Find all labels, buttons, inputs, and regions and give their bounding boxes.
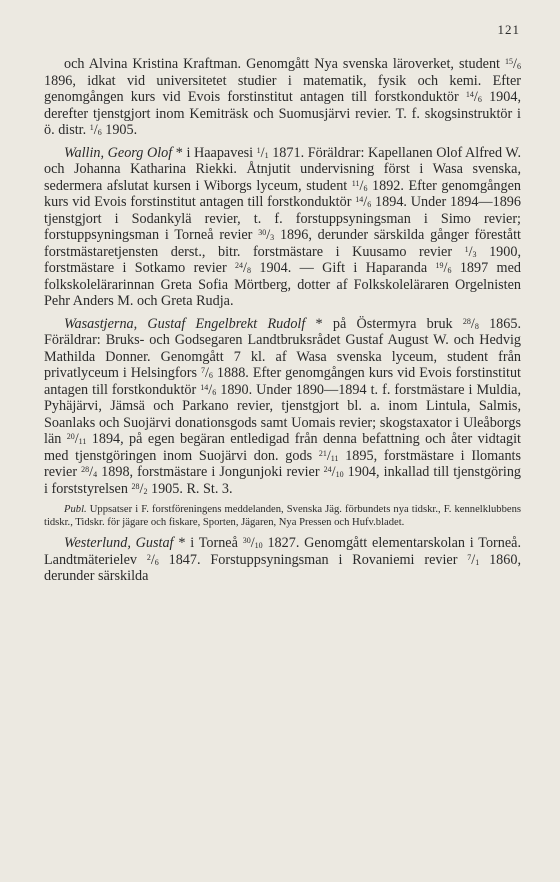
text-run: 1896, derunder särskilda gånger förestått forstmästaretjensten derst., bitr. forstmästare i Kuusamo revier: [44, 227, 521, 260]
text-run: 1847. Forstuppsyningsman i Rovaniemi revier: [158, 551, 468, 568]
text-run: 1888. Efter genomgången kurs vid Evois forstinstitut antagen till forstkonduktör: [44, 365, 521, 398]
date-month: 6: [154, 557, 159, 567]
date-month: 6: [447, 266, 452, 275]
date-month: 1: [264, 150, 269, 160]
date-month: 6: [477, 95, 482, 104]
date-day: 30: [258, 228, 267, 237]
biography-entry: [44, 316, 521, 498]
text-run: /: [204, 365, 209, 381]
text-run: * i Haapavesi: [172, 144, 257, 161]
text-run: /: [363, 194, 368, 210]
text-run: /: [468, 243, 473, 260]
date-day: 14: [465, 90, 474, 99]
biography-entries: [44, 56, 521, 585]
text-run: 1904, inkallad till tjenstgöring i forststyrelsen: [44, 464, 522, 497]
publications-note: [44, 503, 521, 529]
date-month: 11: [78, 437, 87, 446]
date-day: 30: [242, 536, 251, 545]
text-run: /: [250, 535, 255, 551]
date-day: 1: [89, 123, 94, 132]
date-day: 24: [235, 261, 244, 270]
text-run: /: [139, 480, 144, 497]
date-month: 10: [335, 470, 344, 479]
date-day: 19: [435, 261, 444, 270]
text-run: 1905.: [101, 122, 138, 138]
text-run: 1871. Föräldrar: Kapellanen Olof Alfred W. och Johanna Katharina Riekki. Åtnjutit undervisning först i Wasa svenska, sedermera afslutat kursen i Wiborgs lyceum, student: [44, 144, 522, 194]
text-run: 1904, derefter tjenstgjort inom Kemiträsk och Suomusjärvi revier. T. f. skogsinstruktör i ö. distr.: [44, 89, 521, 138]
text-run: * i Torneå: [173, 535, 243, 551]
text-run: /: [93, 122, 98, 138]
person-name: Wallin, Georg Olof: [64, 144, 173, 161]
text-run: 1897 med folkskolelärarinnan Greta Sofia Mörtberg, dotter af Folkskoleläraren Orgelnisten Pehr Anders M. och Greta Rudja.: [44, 260, 521, 309]
text-run: 1898, forstmästare i Jongunjoki revier: [97, 464, 324, 480]
date-day: 7: [200, 366, 205, 375]
date-month: 6: [97, 128, 102, 137]
date-month: 6: [363, 183, 368, 193]
date-day: 15: [505, 57, 514, 66]
text-run: /: [470, 315, 475, 332]
text-run: 1900, forstmästare i Sotkamo revier: [44, 243, 521, 276]
date-month: 6: [212, 387, 217, 397]
date-day: 28: [81, 465, 90, 474]
text-run: /: [260, 144, 265, 161]
text-run: /: [89, 464, 94, 480]
text-run: /: [266, 227, 271, 243]
text-run: och Alvina Kristina Kraftman. Genomgått Nya svenska läroverket, student: [64, 56, 506, 72]
date-day: 28: [131, 481, 140, 491]
text-run: 1892. Efter genomgången kurs vid Evois forstinstitut antagen till forstkonduktör: [44, 177, 521, 210]
text-run: 1827. Genomgått elementarskolan i Torneå. Landtmäterielev: [44, 535, 522, 568]
text-run: * på Östermyra bruk: [305, 315, 463, 332]
text-run: 1896, idkat vid universitetet studier i matematik, fysik och kemi. Efter genomgången kurs vid Evois forstinstitut antagen till forstkonduktör: [44, 72, 521, 105]
italic-label: Publ.: [64, 504, 87, 515]
person-name: Wasastjerna, Gustaf Engelbrekt Rudolf: [64, 315, 306, 332]
date-month: 6: [208, 371, 213, 380]
text-run: /: [359, 177, 364, 194]
text-run: /: [471, 551, 476, 568]
date-day: 14: [200, 382, 209, 392]
text-run: 1905. R. St. 3.: [147, 480, 233, 497]
date-month: 11: [330, 453, 339, 463]
text-run: /: [513, 56, 517, 72]
text-run: 1894. Under 1894—1896 tjenstgjort i Sodankylä revier, t. f. forstuppsyningsman i Simo revier; forstuppsyningsman i Torneå revier: [44, 194, 521, 243]
biography-entry: [44, 535, 521, 585]
date-day: 7: [467, 552, 472, 562]
text-run: /: [74, 431, 79, 447]
date-month: 10: [254, 541, 263, 550]
date-day: 21: [318, 448, 327, 458]
text-run: Uppsatser i F. forstföreningens meddelanden, Svenska Jäg. förbundets nya tidskr., F. kennelklubbens tidskr., Tidskr. för jägare och fiskare, Sporten, Jägaren, Nya Pressen och Hufv.bladet.: [44, 504, 521, 528]
date-day: 11: [351, 178, 360, 188]
text-run: /: [443, 260, 448, 276]
text-run: 1865. Föräldrar: Bruks- och Godsegaren Landtbruksrådet Gustaf August W. och Hedvig Mathilda Donner. Genomgått 7 kl. af Wasa svenska lyceum, student från privatlyceum i Helsingfors: [44, 315, 522, 381]
text-run: /: [243, 260, 247, 276]
date-day: 14: [355, 195, 364, 204]
person-name: Westerlund, Gustaf: [64, 535, 174, 551]
date-month: 8: [474, 321, 479, 331]
date-day: 20: [66, 432, 75, 441]
page-number: 121: [497, 22, 520, 37]
date-day: 24: [323, 465, 332, 474]
biography-entry: [44, 145, 521, 310]
date-day: 1: [464, 244, 469, 254]
text-run: 1890. Under 1890—1894 t. f. forstmästare i Muldia, Pyhäjärvi, Jämsä och Parkano revier, tjenstgjort bl. a. inom Lintula, Salmis, Soanlaks och Suojärvi donationsgods samt Uomais revier; skogstaxator i Uleåborgs län: [44, 381, 521, 447]
text-run: 1895, forstmästare i Ilomants revier: [44, 447, 521, 480]
text-run: 1860, derunder särskilda: [44, 551, 521, 584]
text-run: /: [473, 89, 478, 105]
date-month: 3: [270, 233, 275, 242]
date-month: 3: [472, 249, 477, 259]
text-run: /: [150, 551, 155, 568]
biography-entry: [44, 56, 521, 139]
date-month: 8: [246, 266, 251, 275]
text-run: /: [331, 464, 336, 480]
date-month: 4: [93, 470, 98, 479]
date-month: 6: [517, 62, 521, 71]
date-month: 2: [143, 486, 148, 496]
date-day: 28: [462, 316, 471, 326]
date-month: 1: [475, 557, 480, 567]
text-run: 1894, på egen begäran entledigad från denna befattning och åter vidtagit med tjenstgöringen inom Suojärvi don. gods: [44, 431, 521, 464]
text-run: /: [208, 381, 213, 398]
date-month: 6: [367, 200, 372, 209]
text-run: 1904. — Gift i Haparanda: [250, 260, 436, 276]
date-day: 2: [146, 552, 151, 562]
text-run: /: [326, 447, 331, 464]
date-day: 1: [256, 145, 261, 155]
